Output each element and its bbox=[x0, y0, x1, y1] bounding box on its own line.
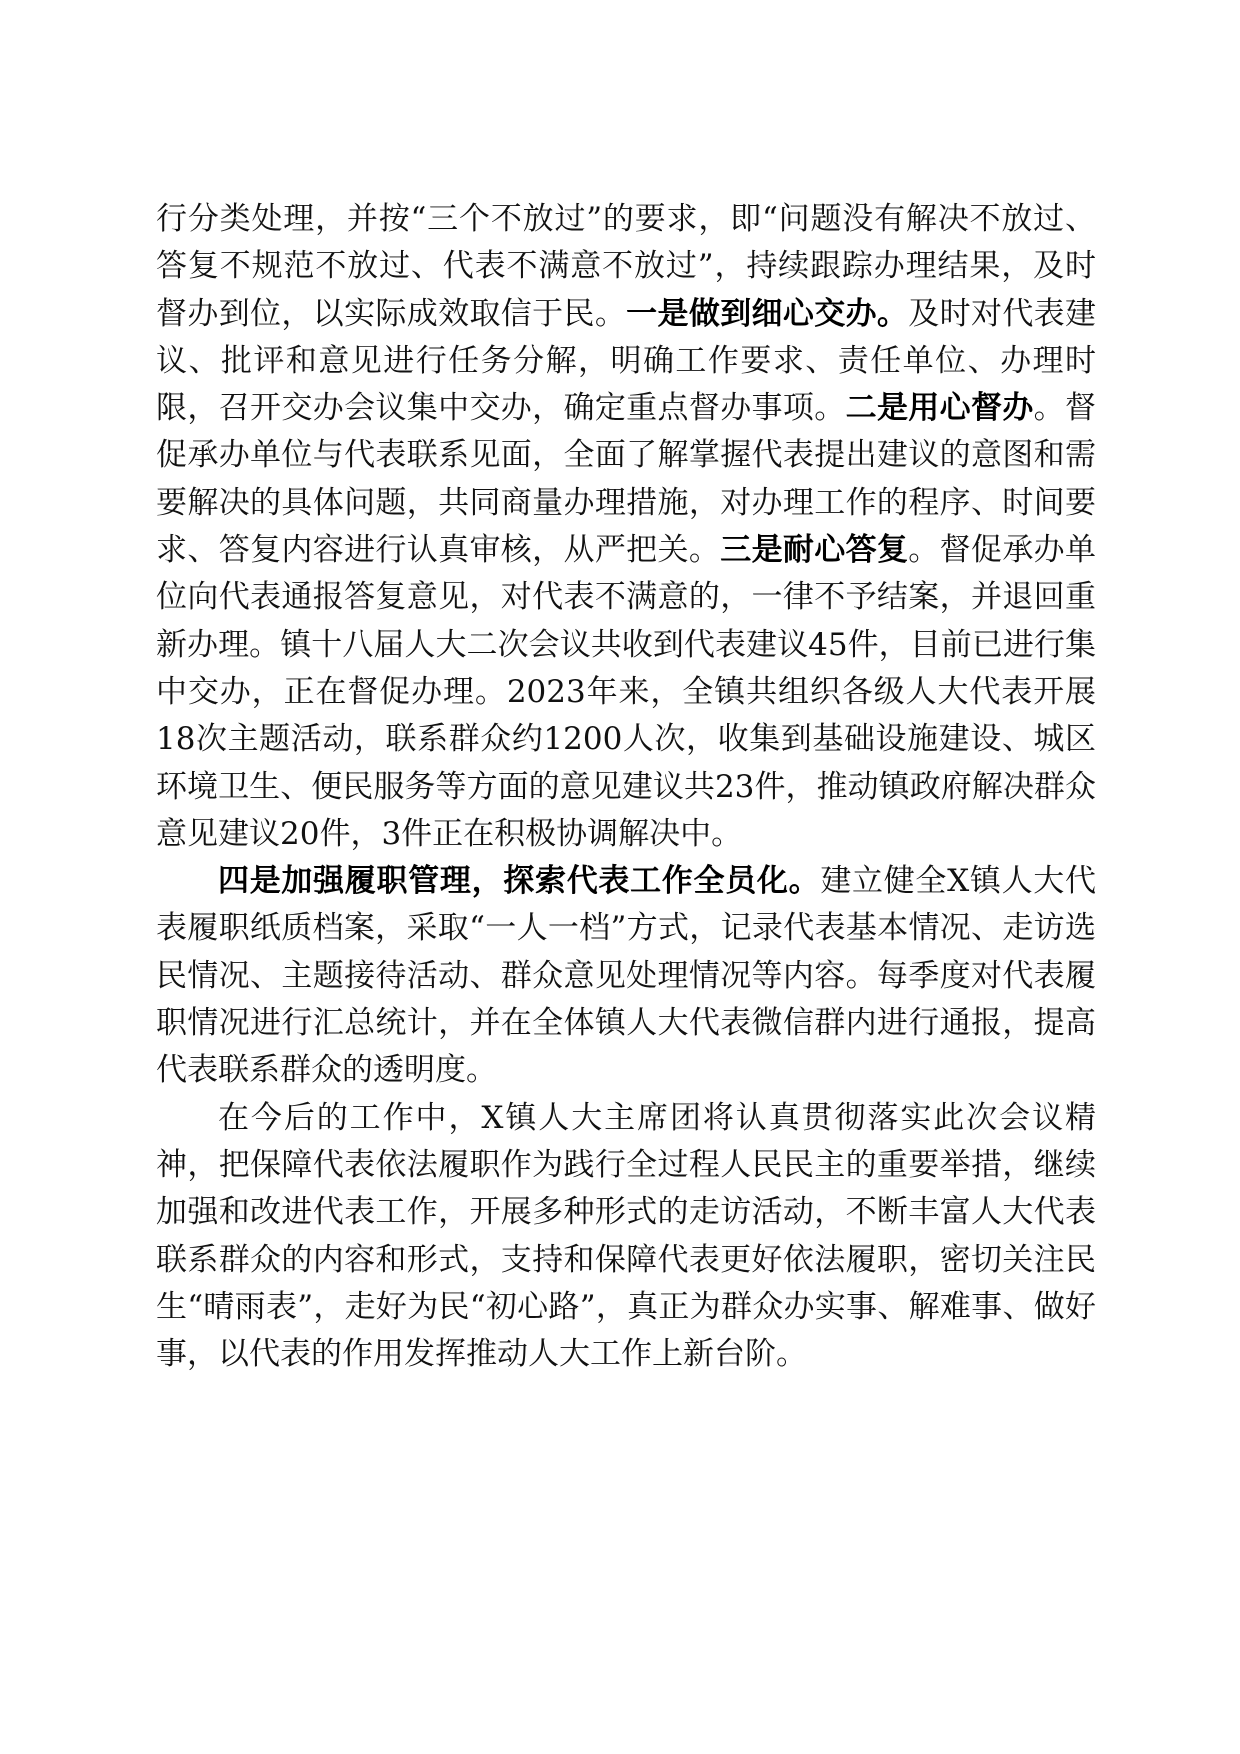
paragraph-3 bbox=[156, 1095, 1096, 1379]
text-segment: 行分类处理，并按“三个不放过”的要求，即“问题没有解决不放过、答复不规范不放过、代表不满意不放过”，持续跟踪办理结果，及时督办到位，以实际成效取信于民。 bbox=[156, 201, 1096, 332]
heading-attentive-supervision: 二是用心督办 bbox=[845, 390, 1034, 427]
heading-duty-management: 四是加强履职管理，探索代表工作全员化。 bbox=[218, 863, 821, 900]
text-segment: 。督促承办单位与代表联系见面，全面了解掌握代表提出建议的意图和需要解决的具体问题，共同商量办理措施，对办理工作的程序、时间要求、答复内容进行认真审核，从严把关。 bbox=[156, 390, 1097, 569]
text-segment: 在今后的工作中，X镇人大主席团将认真贯彻落实此次会议精神，把保障代表依法履职作为践行全过程人民民主的重要举措，继续加强和改进代表工作，开展多种形式的走访活动，不断丰富人大代表联系群众的内容和形式，支持和保障代表更好依法履职，密切关注民生“晴雨表”，走好为民“初心路”，真正为群众办实事、解难事、做好事，以代表的作用发挥推动人大工作上新台阶。 bbox=[156, 1099, 1096, 1373]
paragraph-1 bbox=[156, 196, 1096, 858]
text-segment: 。督促承办单位向代表通报答复意见，对代表不满意的，一律不予结案，并退回重新办理。镇十八届人大二次会议共收到代表建议45件，目前已进行集中交办，正在督促办理。2023年来，全镇共组织各级人大代表开展18次主题活动，联系群众约1200人次，收集到基础设施建设、城区环境卫生、便民服务等方面的意见建议共23件，推动镇政府解决群众意见建议20件，3件正在积极协调解决中。 bbox=[156, 532, 1097, 852]
document-body bbox=[156, 196, 1096, 1378]
text-segment: 及时对代表建议、批评和意见进行任务分解，明确工作要求、责任单位、办理时限，召开交办会议集中交办，确定重点督办事项。 bbox=[156, 295, 1097, 427]
paragraph-2 bbox=[156, 858, 1096, 1094]
heading-careful-assignment: 一是做到细心交办。 bbox=[626, 295, 909, 332]
text-segment: 建立健全X镇人大代表履职纸质档案，采取“一人一档”方式，记录代表基本情况、走访选民情况、主题接待活动、群众意见处理情况等内容。每季度对代表履职情况进行汇总统计，并在全体镇人大代表微信群内进行通报，提高代表联系群众的透明度。 bbox=[156, 863, 1097, 1089]
heading-patient-reply: 三是耐心答复 bbox=[720, 532, 909, 569]
